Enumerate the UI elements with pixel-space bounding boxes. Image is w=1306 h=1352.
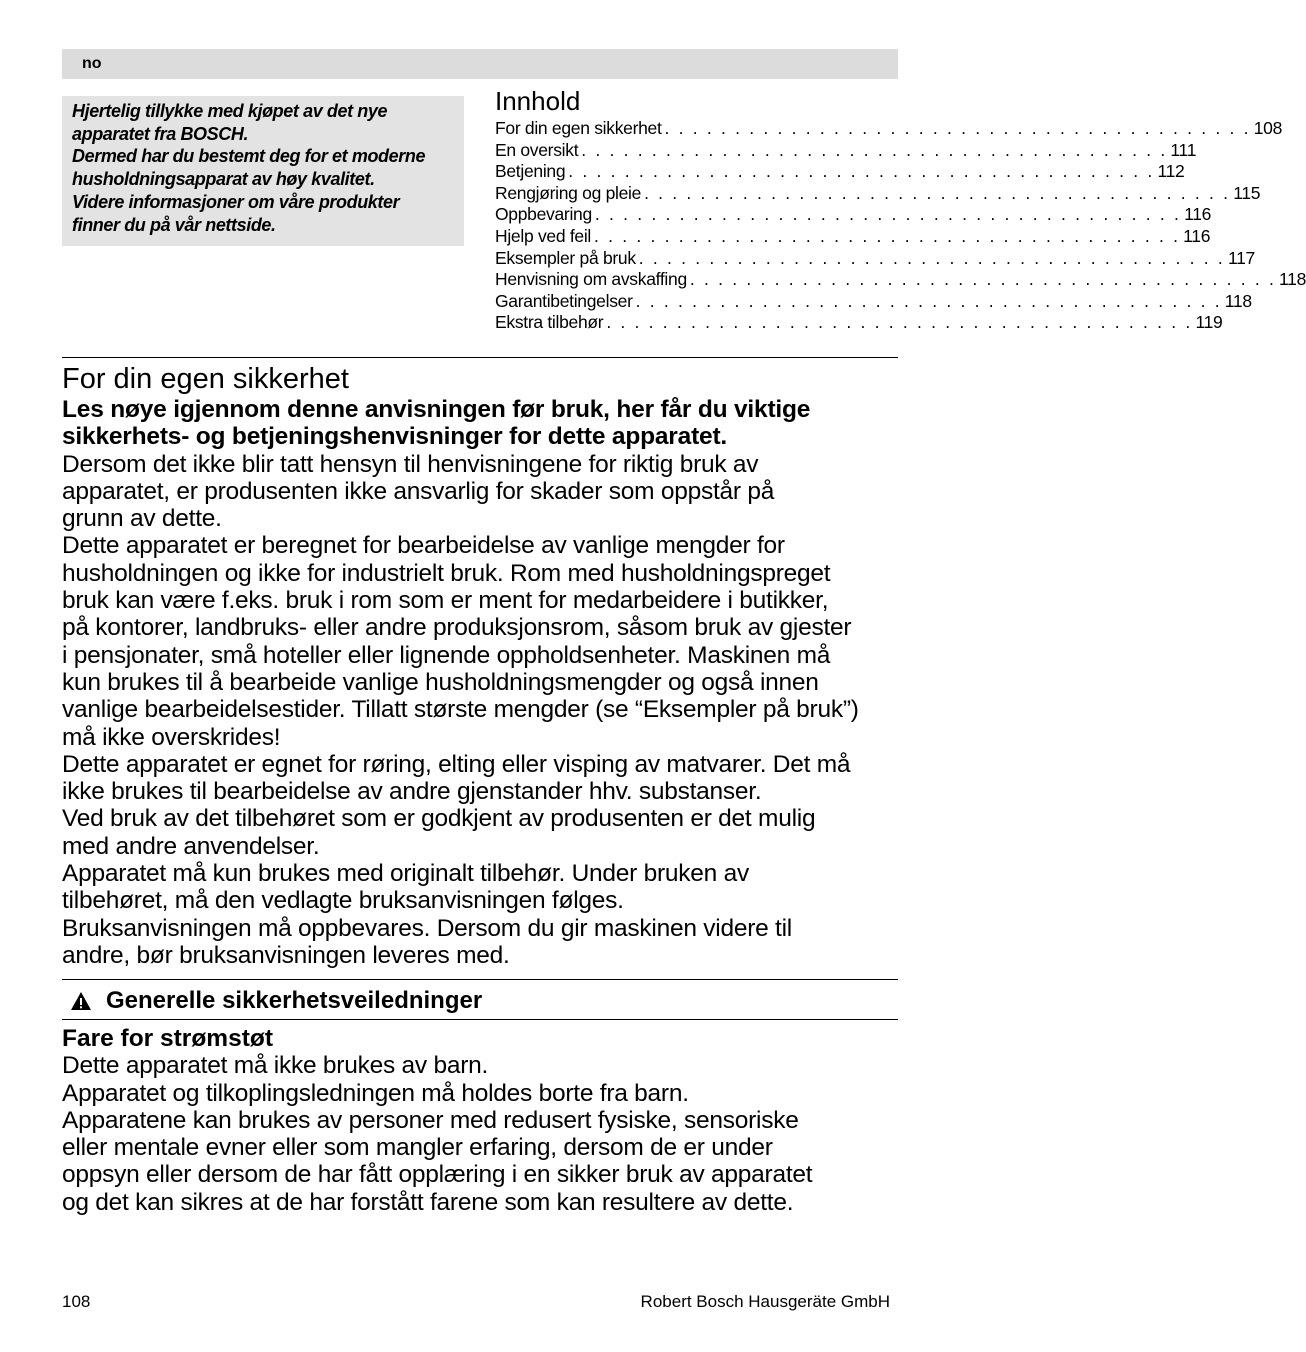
- welcome-box: [62, 96, 464, 246]
- toc-entry-page: 115: [1233, 182, 1261, 203]
- body-line: Dette apparatet er beregnet for bearbeidelse av vanlige mengder for: [62, 532, 785, 560]
- toc-entry-page: 112: [1157, 161, 1185, 182]
- toc-entry-label: Eksempler på bruk: [495, 247, 636, 268]
- body-line: husholdningen og ikke for industrielt bruk. Rom med husholdningspreget: [62, 559, 831, 587]
- toc-leader-dots: . . . . . . . . . . . . . . . . . . . . . . . . . . . . . . . . . . . . . . . . . .: [568, 161, 1155, 182]
- body-line: må ikke overskrides!: [62, 723, 281, 751]
- body-line: apparatet, er produsenten ikke ansvarlig for skader som oppstår på: [62, 477, 775, 505]
- toc-entry-page: 118: [1279, 269, 1306, 290]
- language-bar: [62, 49, 898, 79]
- body-line: bruk kan være f.eks. bruk i rom som er ment for medarbeidere i butikker,: [62, 587, 829, 615]
- welcome-line: Dermed har du bestemt deg for et moderne: [72, 146, 426, 167]
- body-line: grunn av dette.: [62, 505, 222, 533]
- toc-entry-page: 117: [1227, 247, 1255, 268]
- safety-section: [62, 362, 902, 969]
- subsection-title: Fare for strømstøt: [62, 1025, 274, 1052]
- body-line: Dette apparatet må ikke brukes av barn.: [62, 1052, 489, 1080]
- body-line: Dersom det ikke blir tatt hensyn til henvisningene for riktig bruk av: [62, 450, 759, 478]
- welcome-line: Videre informasjoner om våre produkter: [72, 191, 400, 212]
- toc-entry[interactable]: [495, 247, 1255, 270]
- toc-entry-page: 116: [1184, 204, 1212, 225]
- body-line: ikke brukes til bearbeidelse av andre gjenstander hhv. substanser.: [62, 778, 762, 806]
- toc-leader-dots: . . . . . . . . . . . . . . . . . . . . . . . . . . . . . . . . . . . . . . . . . .: [664, 118, 1251, 138]
- section-divider: [62, 357, 898, 358]
- toc-entry[interactable]: [495, 290, 1252, 313]
- toc-leader-dots: . . . . . . . . . . . . . . . . . . . . . . . . . . . . . . . . . . . . . . . . . .: [689, 269, 1277, 290]
- toc-entry-label: Rengjøring og pleie: [495, 182, 642, 203]
- toc-entry-page: 119: [1195, 312, 1223, 333]
- toc-entry-label: En oversikt: [495, 139, 579, 160]
- page-number: 108: [62, 1292, 91, 1311]
- toc-entry[interactable]: [495, 312, 1223, 334]
- body-line: Dette apparatet er egnet for røring, elting eller visping av matvarer. Det må: [62, 750, 851, 778]
- general-safety-heading: [62, 985, 898, 1017]
- toc-leader-dots: . . . . . . . . . . . . . . . . . . . . . . . . . . . . . . . . . . . . . . . . . .: [606, 312, 1193, 333]
- toc-entry-page: 111: [1170, 139, 1197, 160]
- toc-entry[interactable]: [495, 161, 1185, 183]
- body-line: Apparatet og tilkoplingsledningen må holdes borte fra barn.: [62, 1079, 689, 1107]
- electric-shock-section: [62, 1025, 902, 1216]
- toc-entry-label: Garantibetingelser: [495, 290, 633, 311]
- toc-entry[interactable]: [495, 225, 1211, 248]
- general-safety-title: Generelle sikkerhetsveiledninger: [106, 987, 483, 1014]
- toc-entry-label: Hjelp ved feil: [495, 225, 591, 246]
- body-line: i pensjonater, små hoteller eller lignende oppholdsenheter. Maskinen må: [62, 641, 831, 669]
- toc-entry[interactable]: [495, 269, 1306, 291]
- toc-entry[interactable]: [495, 139, 1197, 162]
- welcome-line: husholdningsapparat av høy kvalitet.: [72, 169, 375, 190]
- toc-entry-page: 108: [1253, 118, 1283, 138]
- body-line: tilbehøret, må den vedlagte bruksanvisningen følges.: [62, 887, 624, 915]
- body-line: oppsyn eller dersom de har fått opplæring i en sikker bruk av apparatet: [62, 1161, 813, 1189]
- intro-line: sikkerhets- og betjeningshenvisninger for dette apparatet.: [62, 423, 728, 451]
- body-line: og det kan sikres at de har forstått farene som kan resultere av dette.: [62, 1188, 794, 1216]
- section-title: For din egen sikkerhet: [62, 363, 349, 395]
- toc-leader-dots: . . . . . . . . . . . . . . . . . . . . . . . . . . . . . . . . . . . . . . . . . .: [594, 204, 1182, 225]
- toc-entry-label: Ekstra tilbehør: [495, 312, 604, 333]
- body-line: Ved bruk av det tilbehøret som er godkjent av produsenten er det mulig: [62, 805, 816, 833]
- body-line: vanlige bearbeidelsestider. Tillatt største mengder (se “Eksempler på bruk”): [62, 696, 859, 724]
- toc-title: Innhold: [495, 86, 581, 116]
- intro-line: Les nøye igjennom denne anvisningen før bruk, her får du viktige: [62, 396, 811, 423]
- company-name: Robert Bosch Hausgeräte GmbH: [640, 1292, 890, 1311]
- toc-entry[interactable]: [495, 182, 1261, 205]
- section-divider: [62, 1019, 898, 1020]
- body-line: Bruksanvisningen må oppbevares. Dersom du gir maskinen videre til: [62, 914, 792, 942]
- toc-leader-dots: . . . . . . . . . . . . . . . . . . . . . . . . . . . . . . . . . . . . . . . . . .: [644, 182, 1231, 203]
- body-line: eller mentale evner eller som mangler erfaring, dersom de er under: [62, 1134, 773, 1162]
- body-line: Apparatet må kun brukes med originalt tilbehør. Under bruken av: [62, 860, 749, 888]
- body-line: Apparatene kan brukes av personer med redusert fysiske, sensoriske: [62, 1106, 799, 1134]
- toc-entry-page: 116: [1183, 225, 1211, 246]
- toc-entry-label: Oppbevaring: [495, 204, 592, 225]
- welcome-line: apparatet fra BOSCH.: [72, 123, 249, 144]
- toc-entry-label: Betjening: [495, 161, 566, 182]
- toc-entry[interactable]: [495, 118, 1283, 140]
- toc-leader-dots: . . . . . . . . . . . . . . . . . . . . . . . . . . . . . . . . . . . . . . . . . .: [581, 139, 1168, 160]
- body-line: med andre anvendelser.: [62, 832, 320, 860]
- section-divider: [62, 979, 898, 980]
- toc-entry-page: 118: [1224, 290, 1252, 311]
- table-of-contents: [495, 84, 1306, 334]
- body-line: på kontorer, landbruks- eller andre produksjonsrom, såsom bruk av gjester: [62, 614, 852, 642]
- warning-triangle-icon: [70, 991, 92, 1011]
- toc-leader-dots: . . . . . . . . . . . . . . . . . . . . . . . . . . . . . . . . . . . . . . . . . .: [638, 247, 1225, 268]
- toc-entry[interactable]: [495, 204, 1212, 226]
- toc-leader-dots: . . . . . . . . . . . . . . . . . . . . . . . . . . . . . . . . . . . . . . . . . .: [635, 290, 1222, 311]
- toc-entry-label: For din egen sikkerhet: [495, 118, 662, 138]
- body-line: andre, bør bruksanvisningen leveres med.: [62, 941, 510, 969]
- welcome-line: Hjertelig tillykke med kjøpet av det nye: [72, 101, 388, 121]
- toc-entry-label: Henvisning om avskaffing: [495, 269, 687, 290]
- toc-leader-dots: . . . . . . . . . . . . . . . . . . . . . . . . . . . . . . . . . . . . . . . . . .: [594, 225, 1181, 246]
- body-line: kun brukes til å bearbeide vanlige husholdningsmengder og også innen: [62, 668, 819, 696]
- welcome-line: finner du på vår nettside.: [72, 214, 276, 235]
- language-code: no: [82, 55, 102, 72]
